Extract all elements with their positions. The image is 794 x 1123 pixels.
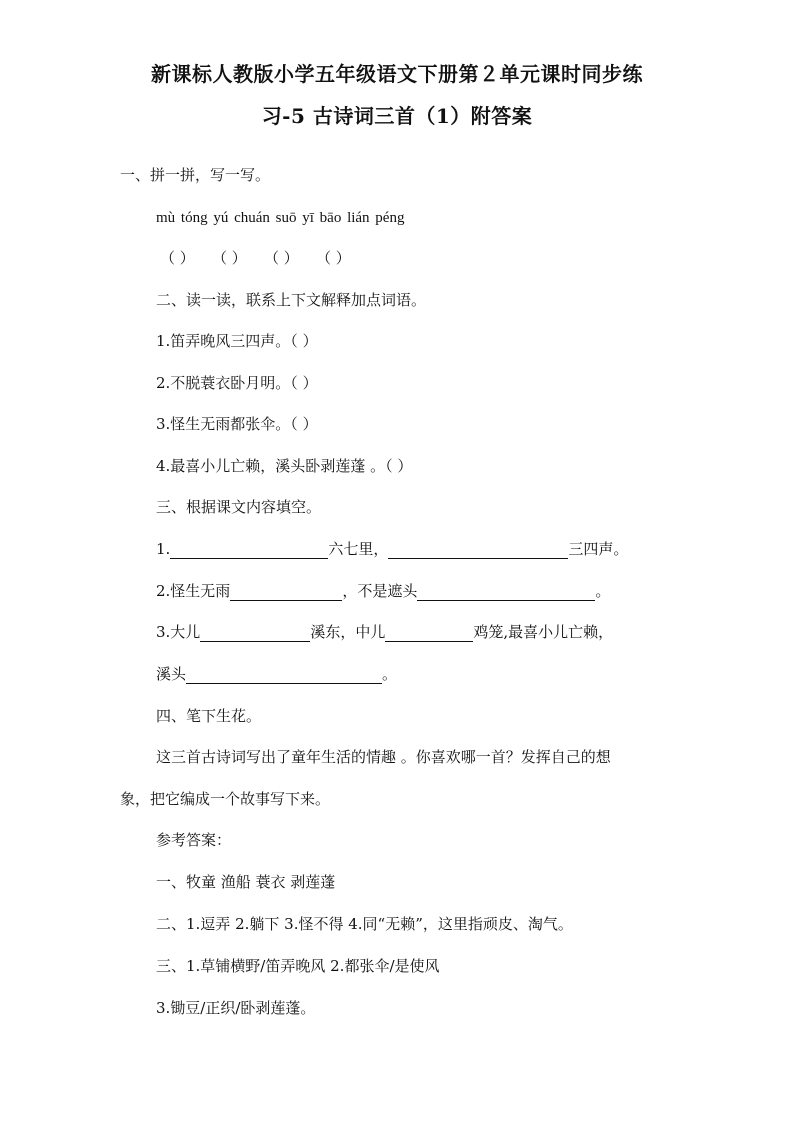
- fill-blank: [417, 584, 595, 601]
- fill-blank: [388, 542, 568, 559]
- fill-question-1: [156, 539, 628, 559]
- fill-blank: [170, 542, 328, 559]
- answer-line-2: 二、1.逗弄 2.躺下 3.怪不得 4.同“无赖”，这里指顽皮、淘气。: [156, 915, 573, 933]
- fill-q3-prefix: 3.大儿: [156, 623, 201, 641]
- fill-blank: [385, 625, 473, 642]
- fill-q1-suffix: 三四声。: [568, 540, 629, 558]
- section-1-heading: 一、拼一拼，写一写。: [120, 166, 271, 184]
- question-2-2: 2.不脱蓑衣卧月明。（ ）: [156, 374, 318, 392]
- fill-q2-suffix: 。: [595, 582, 611, 600]
- fill-q3-middle: 溪东，中儿: [310, 623, 386, 641]
- answer-parens-row: [160, 248, 368, 268]
- question-2-3: 3.怪生无雨都张伞。（ ）: [156, 415, 318, 433]
- fill-question-3-continued: [156, 664, 397, 684]
- question-2-1: 1.笛弄晚风三四声。（ ）: [156, 332, 318, 350]
- document-title-line-1: 新课标人教版小学五年级语文下册第２单元课时同步练: [151, 62, 643, 86]
- section-4-paragraph-line-1: 这三首古诗词写出了童年生活的情趣 。你喜欢哪一首？发挥自己的想: [156, 748, 611, 766]
- fill-q3-suffix: 鸡笼,最喜小儿亡赖，: [473, 623, 614, 641]
- answer-paren-2: （ ）: [212, 249, 247, 267]
- fill-q2-middle: ，不是遮头: [342, 582, 418, 600]
- section-4-paragraph-line-2: 象，把它编成一个故事写下来。: [120, 790, 331, 808]
- question-2-4: 4.最喜小儿亡赖，溪头卧剥莲蓬 。（ ）: [156, 457, 413, 475]
- answers-heading: 参考答案：: [156, 831, 232, 849]
- answer-line-1: 一、牧童 渔船 蓑衣 剥莲蓬: [156, 873, 336, 891]
- fill-q2-prefix: 2.怪生无雨: [156, 582, 231, 600]
- fill-q1-prefix: 1.: [156, 540, 171, 558]
- fill-question-3: [156, 622, 613, 642]
- fill-blank: [186, 667, 382, 684]
- answer-line-3: 三、1.草铺横野/笛弄晚风 2.都张伞/是使风: [156, 957, 440, 975]
- fill-blank: [200, 625, 310, 642]
- answer-line-4: 3.锄豆/正织/卧剥莲蓬。: [156, 999, 316, 1017]
- answer-paren-4: （ ）: [316, 249, 351, 267]
- section-4-heading: 四、笔下生花。: [156, 707, 262, 725]
- fill-q3-line2-prefix: 溪头: [156, 665, 187, 683]
- document-title-line-2: 习-5 古诗词三首（1）附答案: [261, 104, 533, 128]
- answer-paren-1: （ ）: [160, 249, 195, 267]
- fill-q1-middle: 六七里，: [328, 540, 389, 558]
- fill-q3-line2-suffix: 。: [382, 665, 398, 683]
- section-3-heading: 三、根据课文内容填空。: [156, 498, 322, 516]
- pinyin-line: mù tóng yú chuán suō yī bāo lián péng: [156, 210, 405, 226]
- section-2-heading: 二、读一读，联系上下文解释加点词语。: [156, 291, 427, 309]
- fill-question-2: [156, 581, 610, 601]
- fill-blank: [230, 584, 342, 601]
- answer-paren-3: （ ）: [264, 249, 299, 267]
